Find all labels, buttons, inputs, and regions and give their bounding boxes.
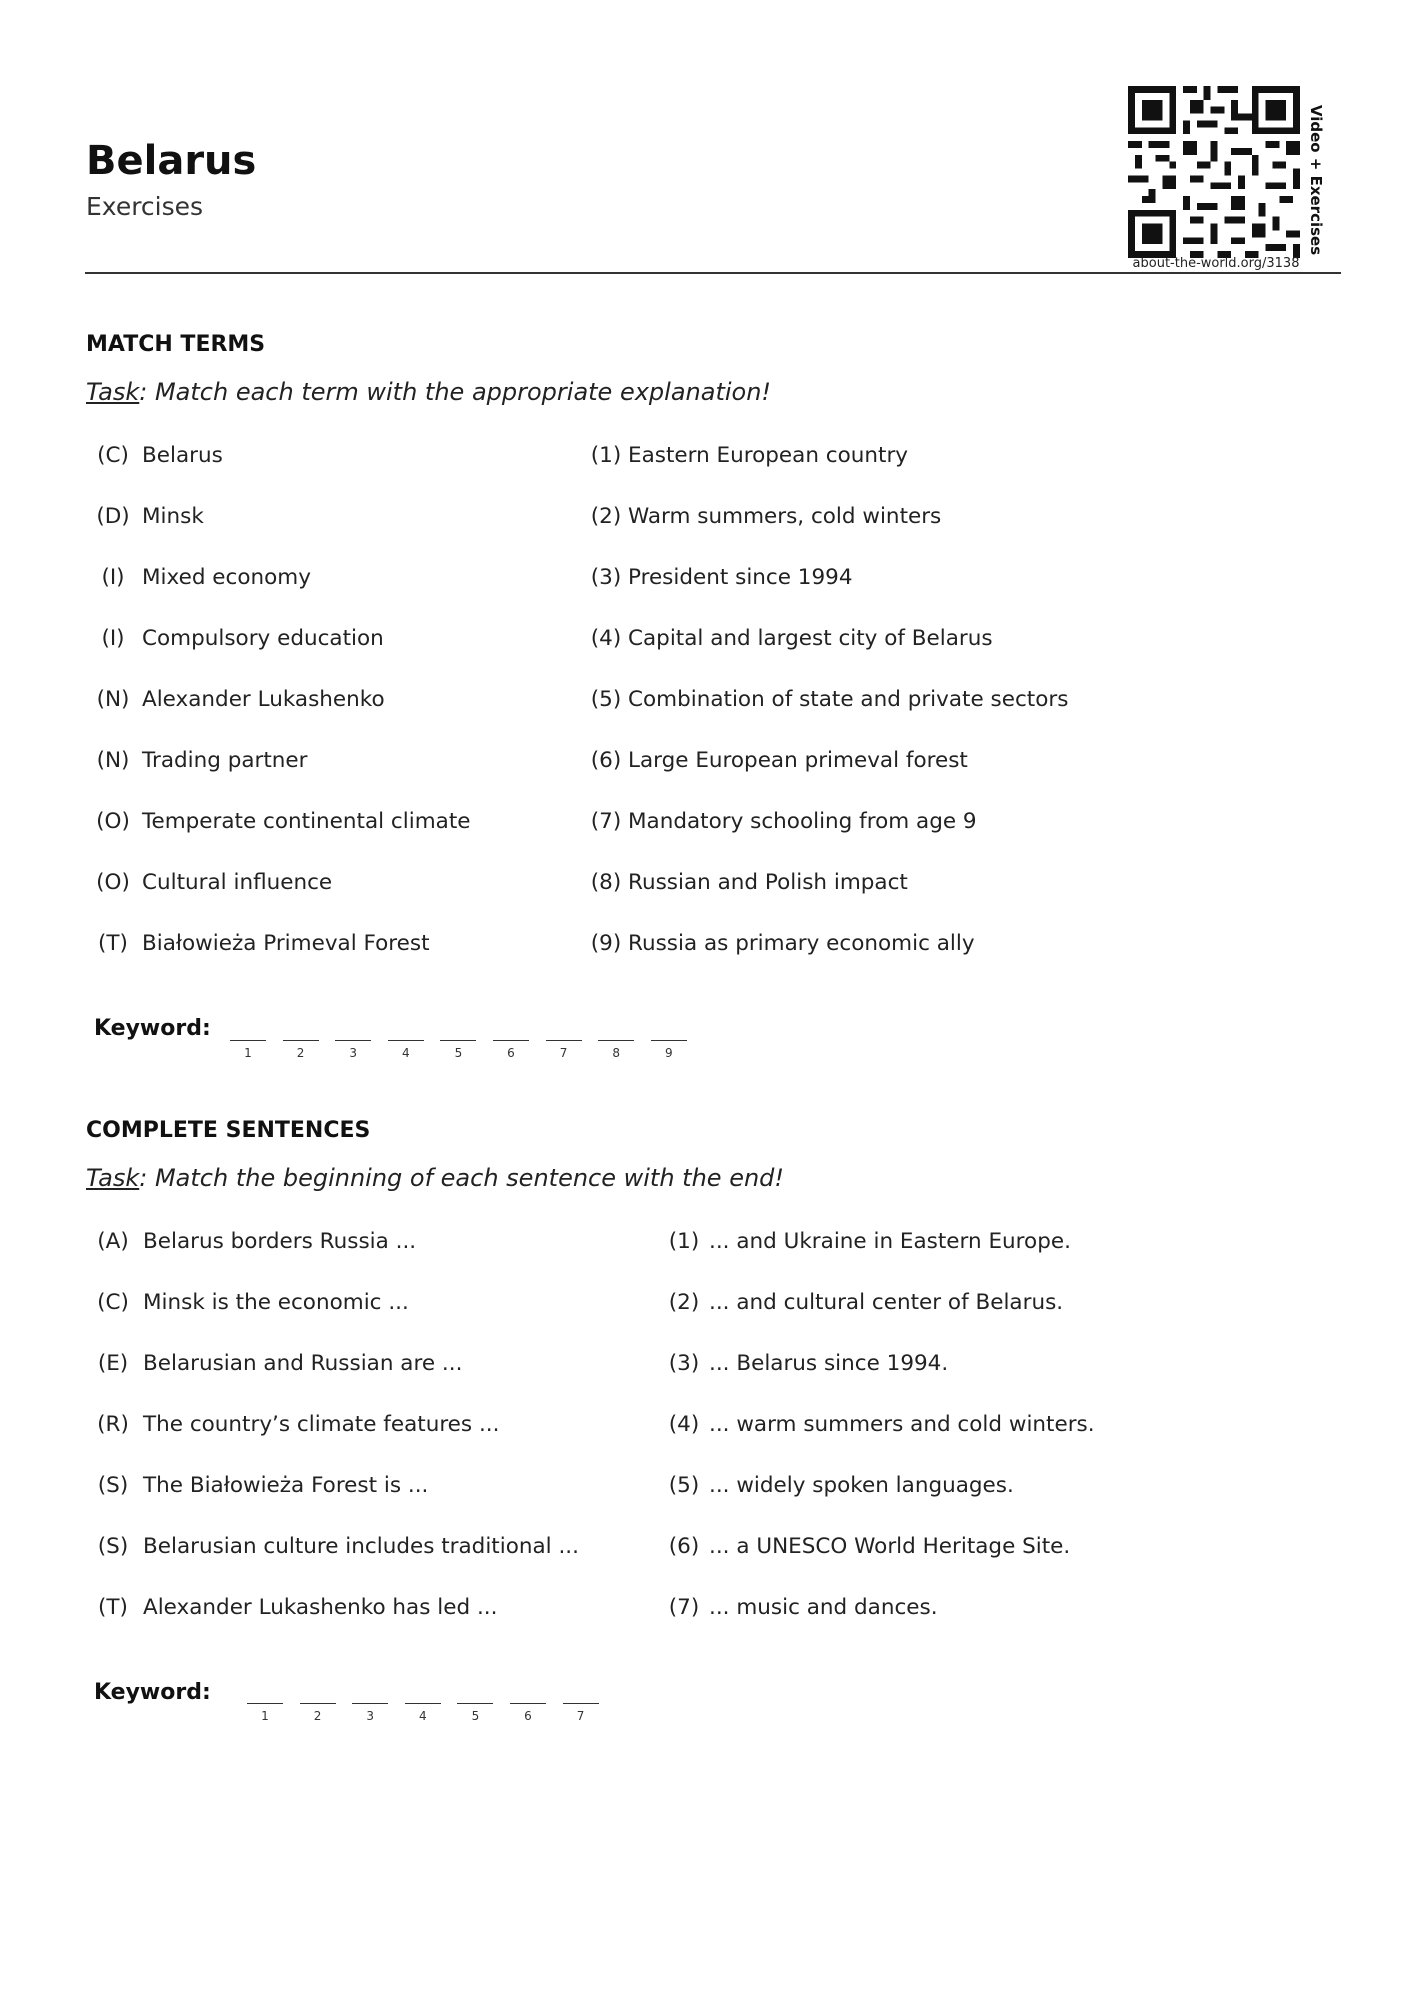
match-terms-task: Task: Match each term with the appropriate explanation! (86, 378, 772, 406)
keyword-letter-slot[interactable] (546, 1040, 582, 1060)
term-letter: (T) (98, 931, 128, 956)
explanation-row (588, 626, 1108, 658)
sentence-beginning-row (88, 1534, 648, 1566)
keyword-letter-slot[interactable] (493, 1040, 529, 1060)
keyword-letter-slot[interactable] (563, 1703, 599, 1723)
sentence-ending-row (666, 1595, 1186, 1627)
explanation-text: Russia as primary economic ally (628, 931, 975, 956)
sentence-beginning-row (88, 1473, 648, 1505)
term-row (88, 748, 568, 780)
term-text: Compulsory education (142, 626, 384, 651)
explanation-row (588, 748, 1108, 780)
beginning-letter: (S) (97, 1534, 129, 1559)
keyword-letter-slot[interactable] (300, 1703, 336, 1723)
ending-text: ... and cultural center of Belarus. (709, 1290, 1064, 1315)
explanation-number: (6) (590, 748, 622, 773)
explanation-number: (8) (590, 870, 622, 895)
page-subtitle: Exercises (86, 192, 204, 221)
term-text: Belarus (142, 443, 223, 468)
term-row (88, 809, 568, 841)
keyword-slot-number: 9 (664, 1046, 673, 1060)
beginning-text: The Białowieża Forest is ... (143, 1473, 429, 1498)
video-exercises-label: Video + Exercises (1307, 104, 1325, 256)
keyword-slot-number: 8 (612, 1046, 620, 1060)
page-title: Belarus (86, 138, 257, 184)
ending-number: (1) (668, 1229, 700, 1254)
keyword-letter-slot[interactable] (457, 1703, 493, 1723)
keyword-label-2: Keyword: (94, 1680, 211, 1705)
explanation-row (588, 931, 1108, 963)
ending-text: ... and Ukraine in Eastern Europe. (709, 1229, 1071, 1254)
term-row (88, 565, 568, 597)
keyword-slot-number: 5 (454, 1046, 463, 1060)
ending-text: ... Belarus since 1994. (709, 1351, 949, 1376)
complete-sentences-heading: COMPLETE SENTENCES (86, 1118, 371, 1143)
term-text: Cultural influence (142, 870, 333, 895)
beginning-letter: (R) (97, 1412, 129, 1437)
keyword-slot-number: 3 (366, 1709, 374, 1723)
beginning-letter: (T) (98, 1595, 128, 1620)
beginning-text: Belarusian culture includes traditional ... (143, 1534, 579, 1559)
keyword-slot-number: 7 (559, 1046, 568, 1060)
match-terms-heading: MATCH TERMS (86, 332, 266, 357)
keyword-slot-number: 2 (296, 1046, 305, 1060)
explanation-text: Mandatory schooling from age 9 (628, 809, 977, 834)
sentence-beginning-row (88, 1412, 648, 1444)
term-row (88, 687, 568, 719)
term-letter: (O) (96, 809, 130, 834)
keyword-letter-slot[interactable] (335, 1040, 371, 1060)
explanation-row (588, 809, 1108, 841)
term-row (88, 870, 568, 902)
term-text: Temperate continental climate (142, 809, 471, 834)
beginning-text: The country’s climate features ... (143, 1412, 500, 1437)
explanation-number: (1) (590, 443, 622, 468)
keyword-letter-slot[interactable] (283, 1040, 319, 1060)
sentence-beginning-row (88, 1351, 648, 1383)
keyword-letter-slot[interactable] (598, 1040, 634, 1060)
term-letter: (I) (101, 626, 125, 651)
keyword-letter-slot[interactable] (247, 1703, 283, 1723)
beginning-letter: (A) (97, 1229, 129, 1254)
explanation-number: (7) (590, 809, 622, 834)
term-text: Trading partner (142, 748, 308, 773)
sentence-beginning-row (88, 1229, 648, 1261)
term-row (88, 443, 568, 475)
keyword-slot-number: 6 (507, 1046, 515, 1060)
explanation-row (588, 443, 1108, 475)
explanation-row (588, 565, 1108, 597)
sentence-ending-row (666, 1534, 1186, 1566)
qr-code-icon[interactable] (1128, 86, 1300, 258)
beginning-text: Belarusian and Russian are ... (143, 1351, 463, 1376)
keyword-slot-number: 2 (313, 1709, 322, 1723)
term-text: Białowieża Primeval Forest (142, 931, 430, 956)
ending-text: ... a UNESCO World Heritage Site. (709, 1534, 1071, 1559)
beginning-text: Belarus borders Russia ... (143, 1229, 417, 1254)
qr-url[interactable]: about-the-world.org/3138 (1132, 256, 1300, 271)
term-letter: (C) (97, 443, 129, 468)
keyword-slot-number: 7 (576, 1709, 585, 1723)
explanation-row (588, 870, 1108, 902)
keyword-letter-slot[interactable] (405, 1703, 441, 1723)
ending-text: ... widely spoken languages. (709, 1473, 1014, 1498)
explanation-text: President since 1994 (628, 565, 853, 590)
explanation-text: Russian and Polish impact (628, 870, 908, 895)
term-letter: (I) (101, 565, 125, 590)
explanation-text: Eastern European country (628, 443, 909, 468)
keyword-letter-slot[interactable] (388, 1040, 424, 1060)
ending-number: (7) (668, 1595, 700, 1620)
keyword-letter-slot[interactable] (230, 1040, 266, 1060)
ending-number: (4) (668, 1412, 700, 1437)
explanation-text: Warm summers, cold winters (628, 504, 942, 529)
explanation-number: (4) (590, 626, 622, 651)
explanation-text: Capital and largest city of Belarus (628, 626, 993, 651)
explanation-number: (9) (590, 931, 622, 956)
term-text: Mixed economy (142, 565, 311, 590)
term-row (88, 626, 568, 658)
beginning-letter: (S) (97, 1473, 129, 1498)
explanation-row (588, 687, 1108, 719)
sentence-ending-row (666, 1473, 1186, 1505)
explanation-number: (2) (590, 504, 622, 529)
keyword-slot-number: 3 (349, 1046, 357, 1060)
keyword-slot-number: 4 (401, 1046, 410, 1060)
keyword-slot-number: 1 (244, 1046, 252, 1060)
sentence-beginning-row (88, 1595, 648, 1627)
beginning-text: Minsk is the economic ... (143, 1290, 409, 1315)
term-letter: (O) (96, 870, 130, 895)
explanation-row (588, 504, 1108, 536)
keyword-slot-number: 4 (418, 1709, 427, 1723)
beginning-letter: (C) (97, 1290, 129, 1315)
keyword-slot-number: 6 (524, 1709, 532, 1723)
ending-text: ... warm summers and cold winters. (709, 1412, 1095, 1437)
explanation-text: Large European primeval forest (628, 748, 968, 773)
beginning-letter: (E) (97, 1351, 129, 1376)
term-letter: (D) (96, 504, 130, 529)
sentence-ending-row (666, 1229, 1186, 1261)
explanation-number: (3) (590, 565, 622, 590)
keyword-slot-number: 1 (261, 1709, 269, 1723)
keyword-letter-slot[interactable] (440, 1040, 476, 1060)
ending-text: ... music and dances. (709, 1595, 938, 1620)
term-letter: (N) (96, 748, 130, 773)
ending-number: (2) (668, 1290, 700, 1315)
ending-number: (3) (668, 1351, 700, 1376)
sentence-beginning-row (88, 1290, 648, 1322)
beginning-text: Alexander Lukashenko has led ... (143, 1595, 498, 1620)
sentence-ending-row (666, 1290, 1186, 1322)
explanation-number: (5) (590, 687, 622, 712)
keyword-letter-slot[interactable] (651, 1040, 687, 1060)
keyword-letter-slot[interactable] (352, 1703, 388, 1723)
sentence-ending-row (666, 1412, 1186, 1444)
keyword-label-1: Keyword: (94, 1016, 211, 1041)
complete-sentences-task: Task: Match the beginning of each sentence with the end! (86, 1164, 785, 1192)
ending-number: (5) (668, 1473, 700, 1498)
keyword-letter-slot[interactable] (510, 1703, 546, 1723)
term-letter: (N) (96, 687, 130, 712)
term-text: Minsk (142, 504, 204, 529)
term-row (88, 931, 568, 963)
term-text: Alexander Lukashenko (142, 687, 385, 712)
keyword-slot-number: 5 (471, 1709, 480, 1723)
explanation-text: Combination of state and private sectors (628, 687, 1069, 712)
sentence-ending-row (666, 1351, 1186, 1383)
ending-number: (6) (668, 1534, 700, 1559)
term-row (88, 504, 568, 536)
header-divider (85, 272, 1341, 274)
